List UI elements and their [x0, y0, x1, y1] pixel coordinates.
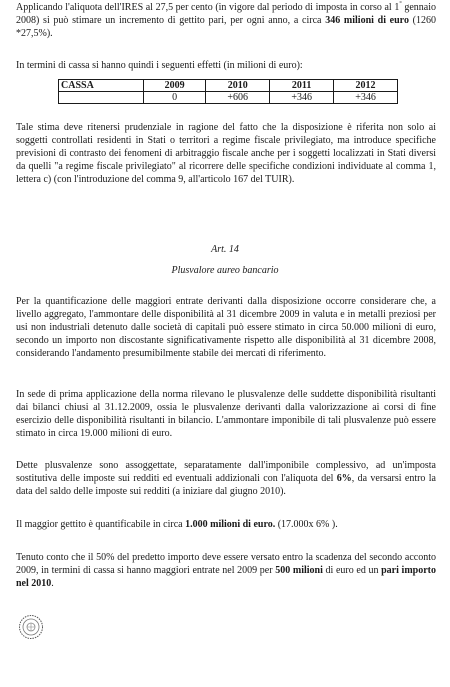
p8-bold-1: 500 milioni: [275, 565, 323, 576]
cassa-table-header-row: [59, 80, 398, 92]
article-title: Art. 14: [211, 244, 239, 255]
p7-text-b: (17.000x 6% ).: [275, 519, 338, 530]
cassa-cell-2011: +346: [270, 92, 334, 104]
paragraph-quantificazione: Per la quantificazione delle maggiori entrate derivanti dalla disposizione occorre considerare che, a livello aggregato, l'ammontare delle disponibilità al 31 dicembre 2009 in valuta e in metalli preziosi per usi non industriali detenuto dalle società di capitali può essere stimato in circa 50.000 milioni di euro, secondo un importo non discostante significativamente rispetto alle disponibilità al 31 dicembre 2008, considerando l'andamento presumibilmente stabile dei mercati di riferimento.: [16, 296, 436, 359]
cassa-table: [58, 79, 398, 104]
cassa-table-row: [59, 92, 398, 104]
p6-bold: 6%: [336, 473, 352, 484]
paragraph-prima-applicazione: In sede di prima applicazione della norma rilevano le plusvalenze delle suddette disponibilità risultanti dai bilanci chiusi al 31.12.2009, ossia le plusvalenze derivanti dalla valorizzazione ai corsi di fine esercizio delle disponibilità risultanti in bilancio. L'ammontare imponibile di tali plusvalenze può essere stimato in circa 19.000 milioni di euro.: [16, 389, 436, 439]
p7-text-a: Il maggior gettito è quantificabile in circa: [16, 519, 186, 530]
paragraph-cassa-intro: In termini di cassa si hanno quindi i seguenti effetti (in milioni di euro):: [16, 60, 303, 71]
p8-text-c: .: [51, 578, 54, 589]
p7-bold: 1.000 milioni di euro.: [185, 519, 276, 530]
p1-superscript: °: [399, 1, 402, 7]
p1-text-c: (1260 *27,5%).: [16, 15, 437, 39]
paragraph-acconto: [16, 551, 436, 590]
cassa-header-2009: 2009: [144, 80, 206, 92]
paragraph-maggior-gettito: [16, 518, 436, 531]
p8-bold-2: pari importo nel 2010: [16, 565, 436, 589]
p1-text-b: gennaio 2008) si può stimare un incremento di gettito pari, per ogni anno, a circa: [16, 2, 436, 26]
cassa-cell-2010: +606: [206, 92, 270, 104]
paragraph-stima-prudenziale: Tale stima deve ritenersi prudenziale in ragione del fatto che la disposizione è riferita non solo ai soggetti controllati residenti in Stati o territori a regime fiscale privilegiato, ma introduce specifiche previsioni di contrasto dei fenomeni di arbitraggio fiscale anche per i soggetti localizzati in Stati diversi da quelli "a regime fiscale privilegiato" al ricorrere delle specifiche condizioni individuate al comma 1, lettera c) (con l'introduzione del comma 9, all'articolo 167 del TUIR).: [16, 122, 436, 185]
cassa-header-2010: 2010: [206, 80, 270, 92]
p8-text-a: Tenuto conto che il 50% del predetto importo deve essere versato entro la scadenza del secondo acconto 2009, in termini di cassa si hanno maggiori entrate nel 2009 per: [16, 552, 436, 576]
article-subtitle: Plusvalore aureo bancario: [171, 265, 279, 276]
cassa-cell-2012: +346: [334, 92, 398, 104]
cassa-header-label: CASSA: [59, 80, 144, 92]
cassa-cell-label: [59, 92, 144, 104]
paragraph-ires: [16, 1, 436, 40]
cassa-header-2012: 2012: [334, 80, 398, 92]
cassa-header-2011: 2011: [270, 80, 334, 92]
p1-text-a: Applicando l'aliquota dell'IRES al 27,5 per cento (in vigore dal periodo di imposta in corso al 1: [16, 2, 400, 13]
p6-text-b: , da versarsi entro la data del saldo delle imposte sui redditi (a iniziare dal giugno 2010).: [16, 473, 436, 497]
paragraph-imposta-sostitutiva: [16, 459, 436, 498]
cassa-cell-2009: 0: [144, 92, 206, 104]
p6-text-a: Dette plusvalenze sono assoggettate, separatamente dall'imponibile complessivo, ad un'imposta sostitutiva delle imposte sui redditi ed eventuali addizionali con l'aliquota del: [16, 460, 436, 484]
stamp-seal-icon: [18, 614, 44, 640]
p1-bold: 346 milioni di euro: [325, 15, 409, 26]
p8-text-b: di euro ed un: [322, 565, 382, 576]
